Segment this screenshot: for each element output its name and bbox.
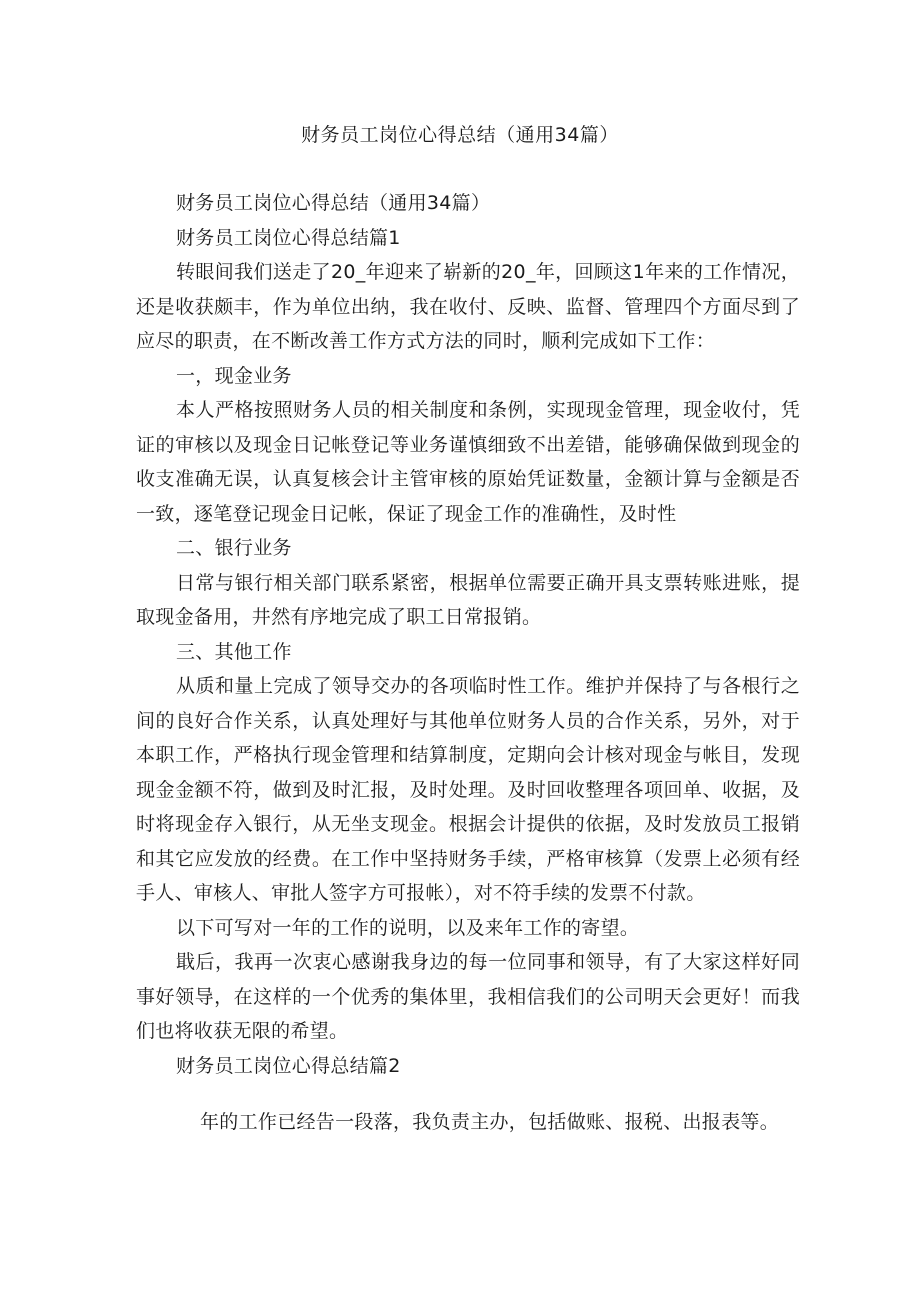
paragraph-intro: 转眼间我们送走了20_年迎来了崭新的20_年，回顾这1年来的工作情况，还是收获颇丰，作为单位出纳，我在收付、反映、监督、管理四个方面尽到了应尽的职责，在不断改善工作方式方法的同时，顺利完成如下工作： (136, 261, 800, 352)
paragraph-closing: 戢后，我再一次衷心感谢我身边的每一位同事和领导，有了大家这样好同事好领导，在这样的一个优秀的集体里，我相信我们的公司明天会更好！而我们也将收获无限的希望。 (136, 951, 800, 1042)
paragraph-note: 以下可写对一年的工作的说明，以及来年工作的寄望。 (176, 916, 640, 939)
document-title: 财务员工岗位心得总结（通用34篇） (301, 124, 619, 146)
section-heading-part-2: 财务员工岗位心得总结篇2 (176, 1054, 401, 1077)
paragraph-part-2-intro: 年的工作已经告一段落，我负责主办，包括做账、报税、出报表等。 (200, 1111, 780, 1133)
section-heading-part-1: 财务员工岗位心得总结篇1 (176, 226, 401, 249)
document-body (136, 186, 800, 1140)
paragraph-other-work: 从质和量上完成了领导交办的各项临时性工作。维护并保持了与各根行之间的良好合作关系，认真处理好与其他单位财务人员的合作关系，另外，对于本职工作，严格执行现金管理和结算制度，定期向会计核对现金与帐目，发现现金金额不符，做到及时汇报，及时处理。及时回收整理各项回单、收据，及时将现金存入银行，从无坐支现金。根据会计提供的依据，及时发放员工报销和其它应发放的经费。在工作中坚持财务手续，严格审核算（发票上必须有经手人、审核人、审批人签字方可报帐），对不符手续的发票不付款。 (136, 675, 800, 904)
paragraph-cash-business: 本人严格按照财务人员的相关制度和条例，实现现金管理，现金收付，凭证的审核以及现金日记帐登记等业务谨慎细致不出差错，能够确保做到现金的收支准确无误，认真复核会计主管审核的原始凭证数量，金额计算与金额是否一致，逐笔登记现金日记帐，保证了现金工作的准确性，及时性 (136, 399, 800, 525)
heading-other-work: 三、其他工作 (176, 640, 292, 663)
paragraph-bank-business: 日常与银行相关部门联系紧密，根据单位需要正确开具支票转账进账，提取现金备用，井然有序地完成了职工日常报销。 (136, 571, 800, 628)
heading-bank-business: 二、银行业务 (176, 537, 292, 559)
subtitle: 财务员工岗位心得总结（通用34篇） (176, 192, 491, 214)
heading-cash-business: 一，现金业务 (176, 364, 292, 387)
